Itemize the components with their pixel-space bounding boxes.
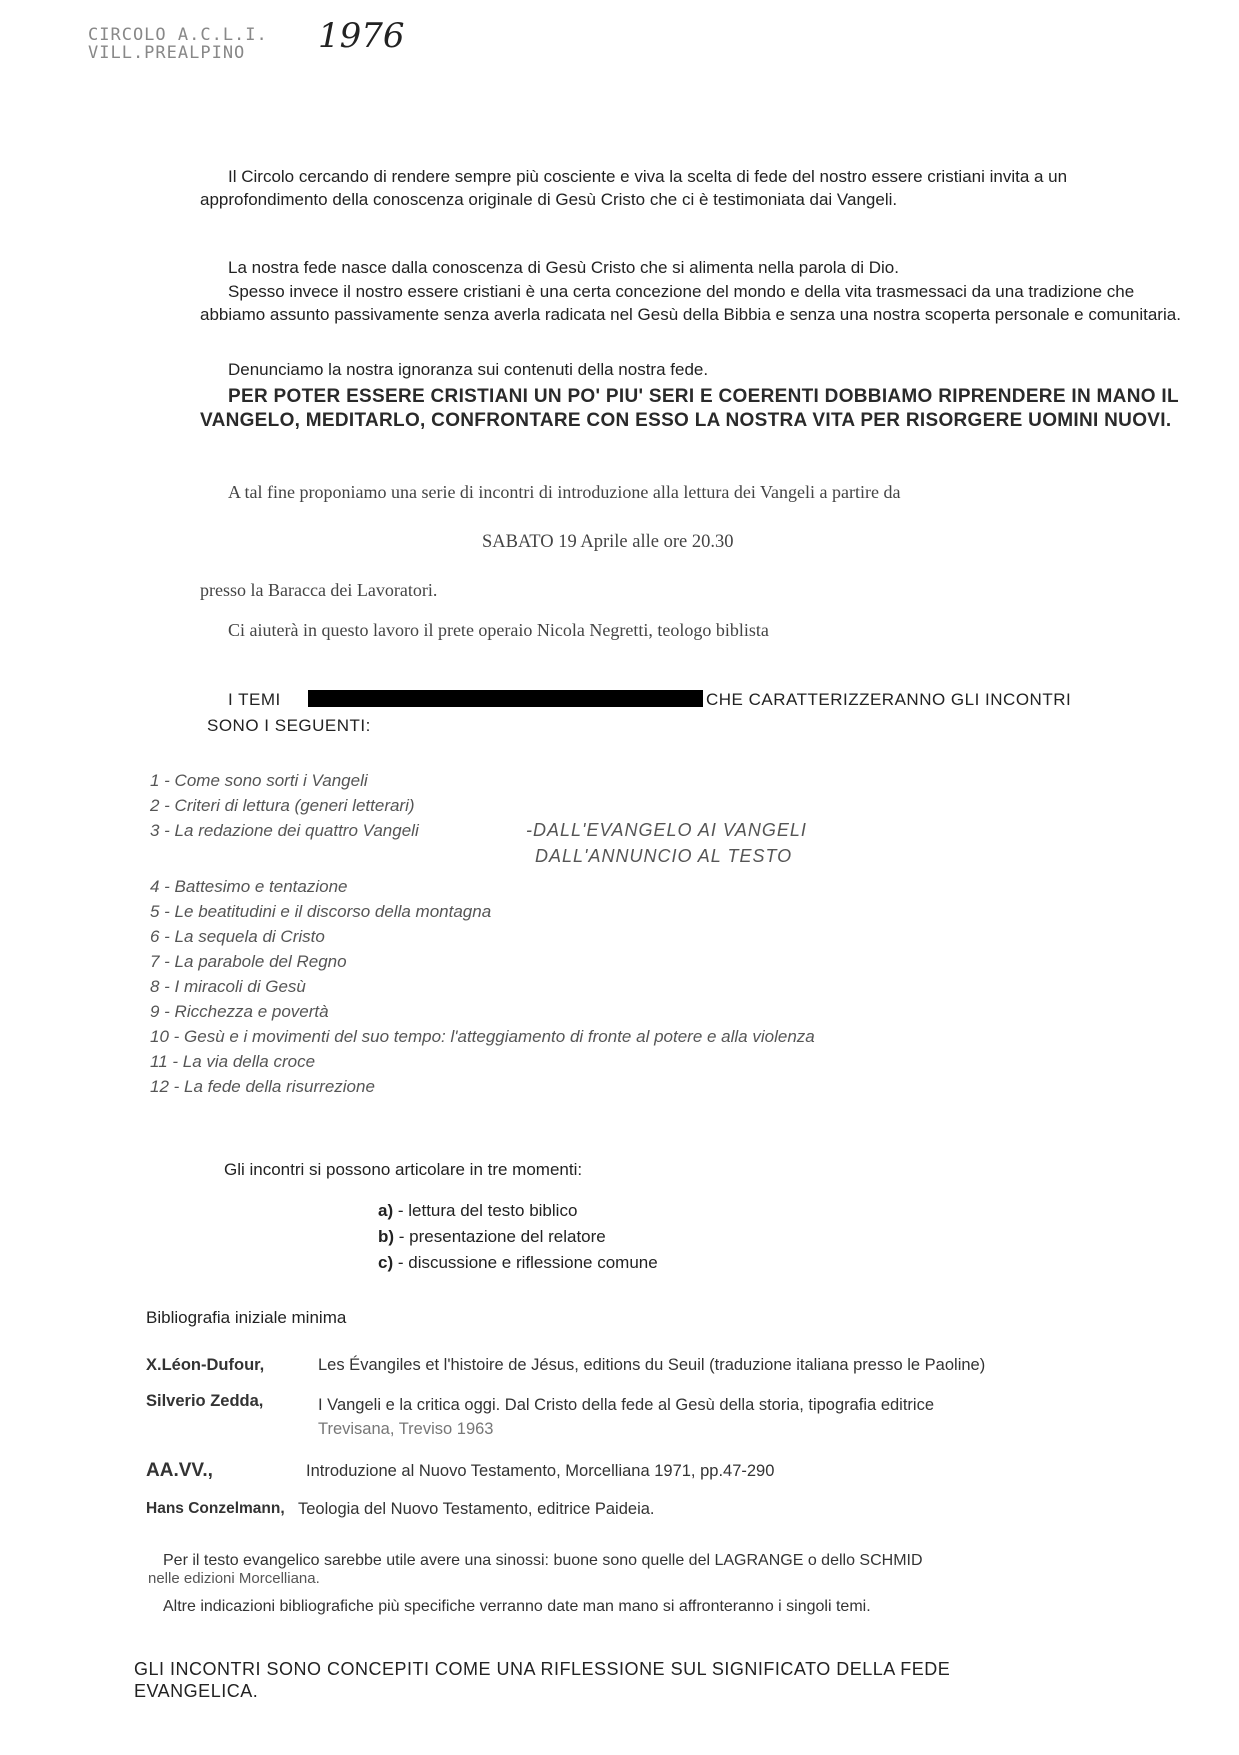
bib-note-2: Altre indicazioni bibliografiche più specifiche verranno date man mano si affronteranno i singoli temi. [163, 1598, 871, 1615]
bib-note-1: Per il testo evangelico sarebbe utile avere una sinossi: buone sono quelle del LAGRANGE o dello SCHMID [163, 1552, 923, 1569]
announcement-line: A tal fine proponiamo una serie di incontri di introduzione alla lettura dei Vangeli a partire da [228, 482, 901, 502]
bib-author-4: Hans Conzelmann, [146, 1500, 285, 1517]
intro-paragraph-3: Spesso invece il nostro essere cristiani è una certa concezione del mondo e della vita trasmessaci da una tradizione che abbiamo assunto passivamente senza averla radicata nel Gesù della Bibbia e senza una nostra scoperta personale e comunitaria. [200, 282, 1181, 324]
list-item: 12 - La fede della risurrezione [150, 1077, 375, 1096]
bib-text-2: I Vangeli e la critica oggi. Dal Cristo della fede al Gesù della storia, tipografia editrice [318, 1396, 935, 1414]
themes-aside-1: -DALL'EVANGELO AI VANGELI [526, 820, 807, 840]
themes-list [150, 768, 1150, 1099]
moments-intro: Gli incontri si possono articolare in tre momenti: [224, 1160, 583, 1179]
circle-stamp [88, 26, 268, 62]
redaction-bar [308, 690, 703, 707]
bib-text-4: Teologia del Nuovo Testamento, editrice Paideia. [298, 1500, 655, 1518]
bib-author-2: Silverio Zedda, [146, 1392, 264, 1410]
bib-author-3: AA.VV., [146, 1460, 213, 1481]
moments-list [378, 1198, 658, 1276]
bibliography-title: Bibliografia iniziale minima [146, 1308, 347, 1327]
themes-aside-2: DALL'ANNUNCIO AL TESTO [535, 846, 793, 866]
themes-intro-start: I TEMI [228, 690, 281, 709]
list-item: 6 - La sequela di Cristo [150, 927, 325, 946]
moment-item-c: c) - discussione e riflessione comune [378, 1253, 658, 1272]
list-item: 3 - La redazione dei quattro Vangeli [150, 821, 419, 840]
intro-paragraph-4: Denunciamo la nostra ignoranza sui contenuti della nostra fede. [228, 360, 709, 379]
handwritten-year: 1976 [318, 16, 405, 56]
bib-note-1b: nelle edizioni Morcelliana. [148, 1570, 320, 1587]
moment-item-b: b) - presentazione del relatore [378, 1227, 606, 1246]
themes-intro-end: CHE CARATTERIZZERANNO GLI INCONTRI [706, 690, 1072, 709]
speaker-line: Ci aiuterà in questo lavoro il prete operaio Nicola Negretti, teologo biblista [228, 620, 769, 640]
list-item: 9 - Ricchezza e povertà [150, 1002, 329, 1021]
stamp-line-2: VILL.PREALPINO [88, 43, 246, 63]
list-item: 10 - Gesù e i movimenti del suo tempo: l'atteggiamento di fronte al potere e alla violenza [150, 1027, 815, 1046]
list-item: 4 - Battesimo e tentazione [150, 877, 348, 896]
meeting-date: SABATO 19 Aprile alle ore 20.30 [482, 532, 734, 552]
bib-text-1: Les Évangiles et l'histoire de Jésus, editions du Seuil (traduzione italiana presso le Paoline) [318, 1356, 986, 1374]
list-item: 5 - Le beatitudini e il discorso della montagna [150, 902, 492, 921]
stamp-line-1: CIRCOLO A.C.L.I. [88, 25, 268, 45]
bib-author-1: X.Léon-Dufour, [146, 1356, 265, 1374]
intro-paragraph-1: Il Circolo cercando di rendere sempre più cosciente e viva la scelta di fede del nostro essere cristiani invita a un approfondimento della conoscenza originale di Gesù Cristo che ci è testimoniata dai Vangeli. [200, 167, 1068, 209]
list-item: 7 - La parabole del Regno [150, 952, 347, 971]
bib-text-3: Introduzione al Nuovo Testamento, Morcelliana 1971, pp.47-290 [306, 1462, 775, 1480]
closing-line-1: GLI INCONTRI SONO CONCEPITI COME UNA RIFLESSIONE SUL SIGNIFICATO DELLA FEDE [134, 1659, 951, 1679]
list-item: 1 - Come sono sorti i Vangeli [150, 771, 368, 790]
bib-text-2b: Trevisana, Treviso 1963 [318, 1420, 494, 1438]
themes-intro-last: SONO I SEGUENTI: [207, 716, 371, 735]
meeting-place: presso la Baracca dei Lavoratori. [200, 580, 438, 600]
closing-line-2: EVANGELICA. [134, 1681, 259, 1701]
intro-paragraph-2: La nostra fede nasce dalla conoscenza di Gesù Cristo che si alimenta nella parola di Dio. [228, 258, 899, 277]
list-item: 8 - I miracoli di Gesù [150, 977, 306, 996]
appeal-paragraph: PER POTER ESSERE CRISTIANI UN PO' PIU' SERI E COERENTI DOBBIAMO RIPRENDERE IN MANO IL VANGELO, MEDITARLO, CONFRONTARE CON ESSO LA NOSTRA VITA PER RISORGERE UOMINI NUOVI. [200, 386, 1179, 431]
list-item: 11 - La via della croce [150, 1052, 316, 1071]
moment-item-a: a) - lettura del testo biblico [378, 1201, 578, 1220]
list-item: 2 - Criteri di lettura (generi letterari) [150, 796, 415, 815]
